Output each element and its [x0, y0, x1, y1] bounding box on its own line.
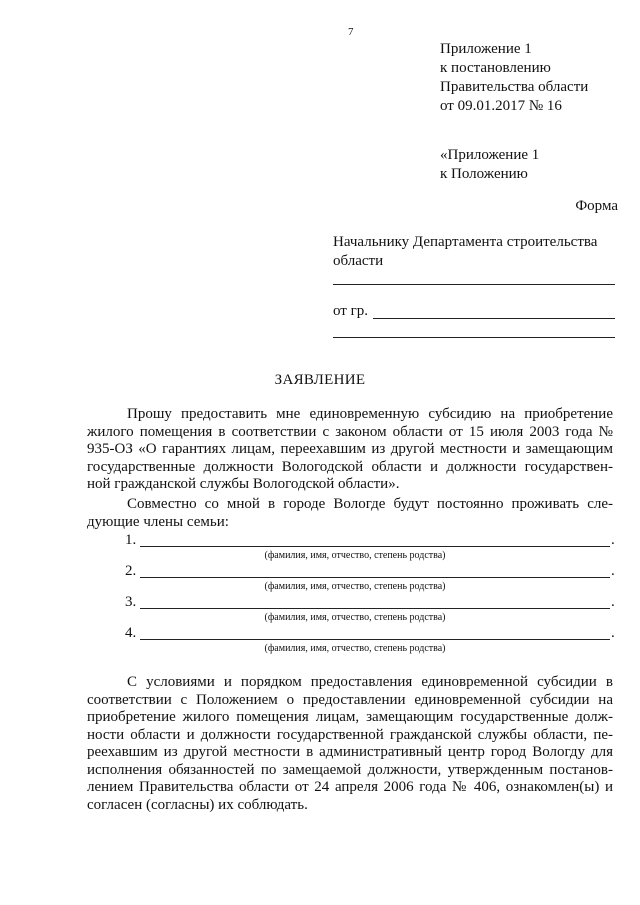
- page-number: 7: [348, 26, 354, 38]
- family-member-caption: (фамилия, имя, отчество, степень родства): [264, 612, 446, 623]
- family-member-number: 4.: [125, 625, 137, 641]
- family-member-blank-line[interactable]: [140, 577, 610, 578]
- family-member-caption: (фамилия, имя, отчество, степень родства): [264, 643, 446, 654]
- addressee-blank-line[interactable]: [333, 284, 615, 285]
- appendix-line: от 09.01.2017 № 16: [440, 98, 562, 114]
- appendix-line: к постановлению: [440, 60, 551, 76]
- addressee-line: Начальнику Департамента строительства: [333, 234, 598, 250]
- paragraph-line: жилого помещения в соответствии с законом области от 15 июля 2003 года №: [87, 423, 613, 440]
- paragraph-line: приобретение жилого помещения лицам, замещающим государственные долж-: [87, 709, 613, 725]
- family-member-number: 2.: [125, 563, 137, 579]
- family-member-blank-line[interactable]: [140, 639, 610, 640]
- paragraph-line: 935-ОЗ «О гарантиях лицам, переехавшим из другой местности и замещающим: [87, 441, 613, 457]
- paragraph-line: лением Правительства области от 24 апреля 2006 года № 406, ознакомлен(ы) и: [87, 779, 613, 795]
- family-paragraph: [87, 496, 613, 531]
- family-member-caption: (фамилия, имя, отчество, степень родства): [264, 550, 446, 561]
- addressee-line: области: [333, 253, 384, 269]
- conditions-paragraph: [87, 674, 613, 814]
- family-member-terminator: .: [611, 594, 615, 610]
- request-paragraph: [87, 406, 613, 494]
- paragraph-line: ной гражданской службы Вологодской области».: [87, 476, 400, 492]
- paragraph-line: дующие члены семьи:: [87, 513, 229, 530]
- family-member-terminator: .: [611, 563, 615, 579]
- appendix-line: Приложение 1: [440, 41, 532, 57]
- form-label: Форма: [575, 198, 618, 214]
- family-member-number: 3.: [125, 594, 137, 610]
- paragraph-line: ности области и должности государственной гражданской службы области, пе-: [87, 726, 613, 743]
- addressee-block: [333, 233, 597, 271]
- family-member-number: 1.: [125, 532, 137, 548]
- from-citizen-label: от гр.: [333, 303, 369, 319]
- family-member-terminator: .: [611, 532, 615, 548]
- from-citizen-extra-blank-line[interactable]: [333, 337, 615, 338]
- paragraph-line: согласен (согласны) их соблюдать.: [87, 796, 308, 813]
- paragraph-line: государственные должности Вологодской области и должности государствен-: [87, 458, 613, 475]
- paragraph-line: реехавшим из другой местности в административный центр город Вологду для: [87, 744, 613, 760]
- paragraph-line: Прошу предоставить мне единовременную субсидию на приобретение: [127, 406, 613, 422]
- family-member-terminator: .: [611, 625, 615, 641]
- family-member-blank-line[interactable]: [140, 546, 610, 547]
- family-member-blank-line[interactable]: [140, 608, 610, 609]
- document-title: ЗАЯВЛЕНИЕ: [274, 372, 366, 388]
- from-citizen-blank-line[interactable]: [373, 318, 615, 319]
- regulation-appendix-header: [440, 146, 539, 184]
- paragraph-line: соответствии с Положением о предоставлении единовременной субсидии на: [87, 691, 613, 708]
- appendix-line: Правительства области: [440, 79, 589, 95]
- regulation-appendix-line: «Приложение 1: [440, 147, 540, 163]
- paragraph-line: Совместно со мной в городе Вологде будут постоянно проживать сле-: [127, 496, 613, 512]
- paragraph-line: С условиями и порядком предоставления единовременной субсидии в: [127, 674, 613, 690]
- regulation-appendix-line: к Положению: [440, 166, 528, 182]
- appendix-header: [440, 40, 588, 116]
- family-member-caption: (фамилия, имя, отчество, степень родства): [264, 581, 446, 592]
- paragraph-line: исполнения обязанностей по замещаемой должности, утвержденным постанов-: [87, 761, 613, 778]
